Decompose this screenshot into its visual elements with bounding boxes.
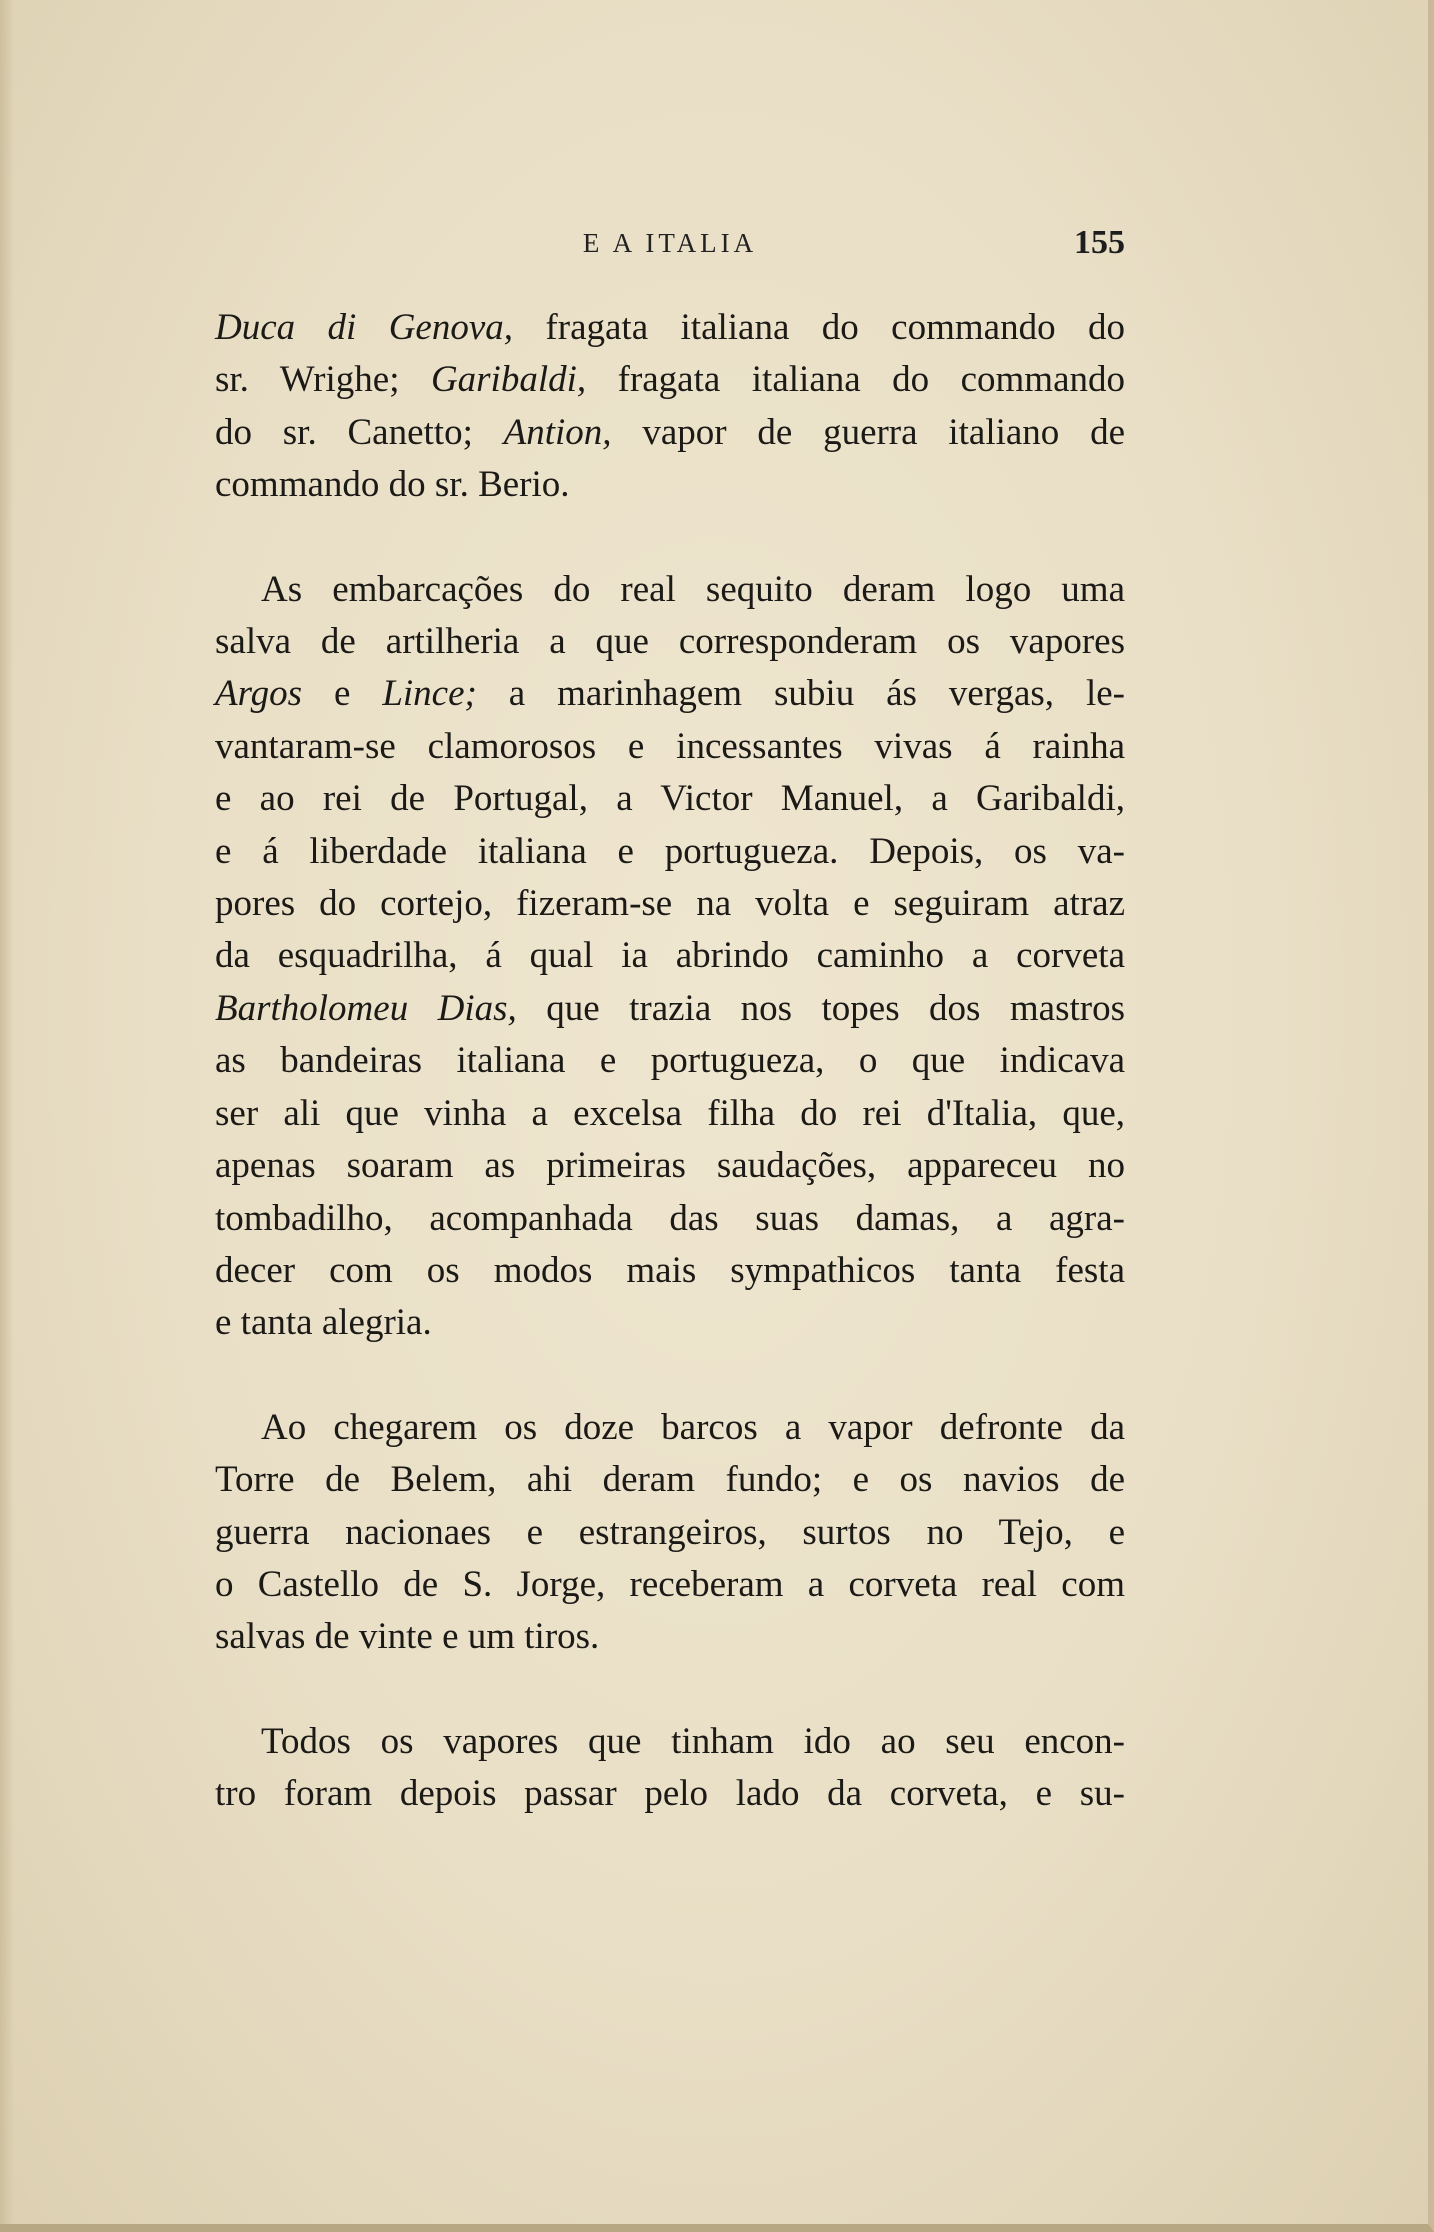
text-line xyxy=(215,878,1125,930)
text-run: apenas soaram as primeiras saudações, appareceu no xyxy=(215,1145,1125,1187)
italic-text: Antion, xyxy=(503,411,612,453)
paragraph-2 xyxy=(215,564,1125,1350)
text-line xyxy=(215,407,1125,459)
paragraph-1 xyxy=(215,302,1125,512)
text-line xyxy=(215,721,1125,773)
page-header xyxy=(215,224,1125,278)
page-number: 155 xyxy=(1074,224,1125,261)
text-run: o Castello de S. Jorge, receberam a corveta real com xyxy=(215,1563,1125,1605)
text-run: sr. Wrighe; xyxy=(215,359,431,401)
text-run: guerra nacionaes e estrangeiros, surtos no Tejo, e xyxy=(215,1511,1125,1553)
text-run: ser ali que vinha a excelsa filha do rei d'Italia, que, xyxy=(215,1092,1125,1134)
text-line xyxy=(215,1297,1125,1349)
text-run: fragata italiana do commando do xyxy=(513,307,1125,348)
text-run: tombadilho, acompanhada das suas damas, a agra- xyxy=(215,1197,1125,1239)
italic-text: Duca di Genova, xyxy=(215,307,514,348)
text-run: a marinhagem subiu ás vergas, le- xyxy=(476,673,1125,715)
text-run: e ao rei de Portugal, a Victor Manuel, a Garibaldi, xyxy=(215,778,1125,820)
text-run: commando do sr. Berio. xyxy=(215,464,570,506)
text-line xyxy=(215,302,1125,354)
text-line xyxy=(215,1140,1125,1192)
text-line xyxy=(215,354,1125,406)
italic-text: Argos xyxy=(215,673,303,715)
text-line xyxy=(215,1193,1125,1245)
text-run: que trazia nos topes dos mastros xyxy=(516,987,1125,1029)
italic-text: Lince; xyxy=(382,673,477,715)
text-line xyxy=(215,930,1125,982)
italic-text: Bartholomeu Dias, xyxy=(215,987,517,1029)
text-run: e á liberdade italiana e portugueza. Depois, os va- xyxy=(215,830,1125,872)
text-line xyxy=(215,616,1125,668)
text-line xyxy=(215,1507,1125,1559)
italic-text: Garibaldi, xyxy=(430,359,587,401)
text-run: vantaram-se clamorosos e incessantes vivas á rainha xyxy=(215,725,1125,767)
text-line xyxy=(215,826,1125,878)
text-run: tro foram depois passar pelo lado da corveta, e su- xyxy=(215,1773,1125,1815)
text-line xyxy=(215,668,1125,720)
text-run: salvas de vinte e um tiros. xyxy=(215,1616,600,1658)
text-line xyxy=(215,1611,1125,1663)
text-run: Todos os vapores que tinham ido ao seu encon- xyxy=(261,1720,1125,1762)
running-title: E A ITALIA xyxy=(582,228,758,258)
text-line xyxy=(215,1768,1125,1820)
text-run: fragata italiana do commando xyxy=(586,359,1125,401)
text-line xyxy=(215,1088,1125,1140)
text-line xyxy=(215,773,1125,825)
text-run: Ao chegarem os doze barcos a vapor defronte da xyxy=(261,1406,1125,1448)
text-run: e xyxy=(302,673,383,715)
text-line xyxy=(215,564,1125,616)
text-run: decer com os modos mais sympathicos tanta festa xyxy=(215,1249,1125,1291)
text-run: salva de artilheria a que corresponderam os vapores xyxy=(215,621,1125,663)
text-run: Torre de Belem, ahi deram fundo; e os navios de xyxy=(215,1459,1125,1501)
text-line xyxy=(215,1454,1125,1506)
text-run: vapor de guerra italiano de xyxy=(611,411,1125,453)
text-line xyxy=(215,1035,1125,1087)
text-run: as bandeiras italiana e portugueza, o que indicava xyxy=(215,1040,1125,1082)
text-run: da esquadrilha, á qual ia abrindo caminho a corveta xyxy=(215,935,1125,977)
text-run: As embarcações do real sequito deram logo uma xyxy=(261,568,1125,610)
text-line xyxy=(215,1245,1125,1297)
text-line xyxy=(215,1716,1125,1768)
paragraph-4 xyxy=(215,1716,1125,1821)
paragraph-3 xyxy=(215,1402,1125,1664)
body-text xyxy=(215,302,1125,1873)
text-line xyxy=(215,459,1125,511)
text-run: e tanta alegria. xyxy=(215,1302,432,1344)
text-line xyxy=(215,983,1125,1035)
text-line xyxy=(215,1559,1125,1611)
text-run: do sr. Canetto; xyxy=(215,411,504,453)
text-line xyxy=(215,1402,1125,1454)
text-run: pores do cortejo, fizeram-se na volta e seguiram atraz xyxy=(215,883,1125,925)
